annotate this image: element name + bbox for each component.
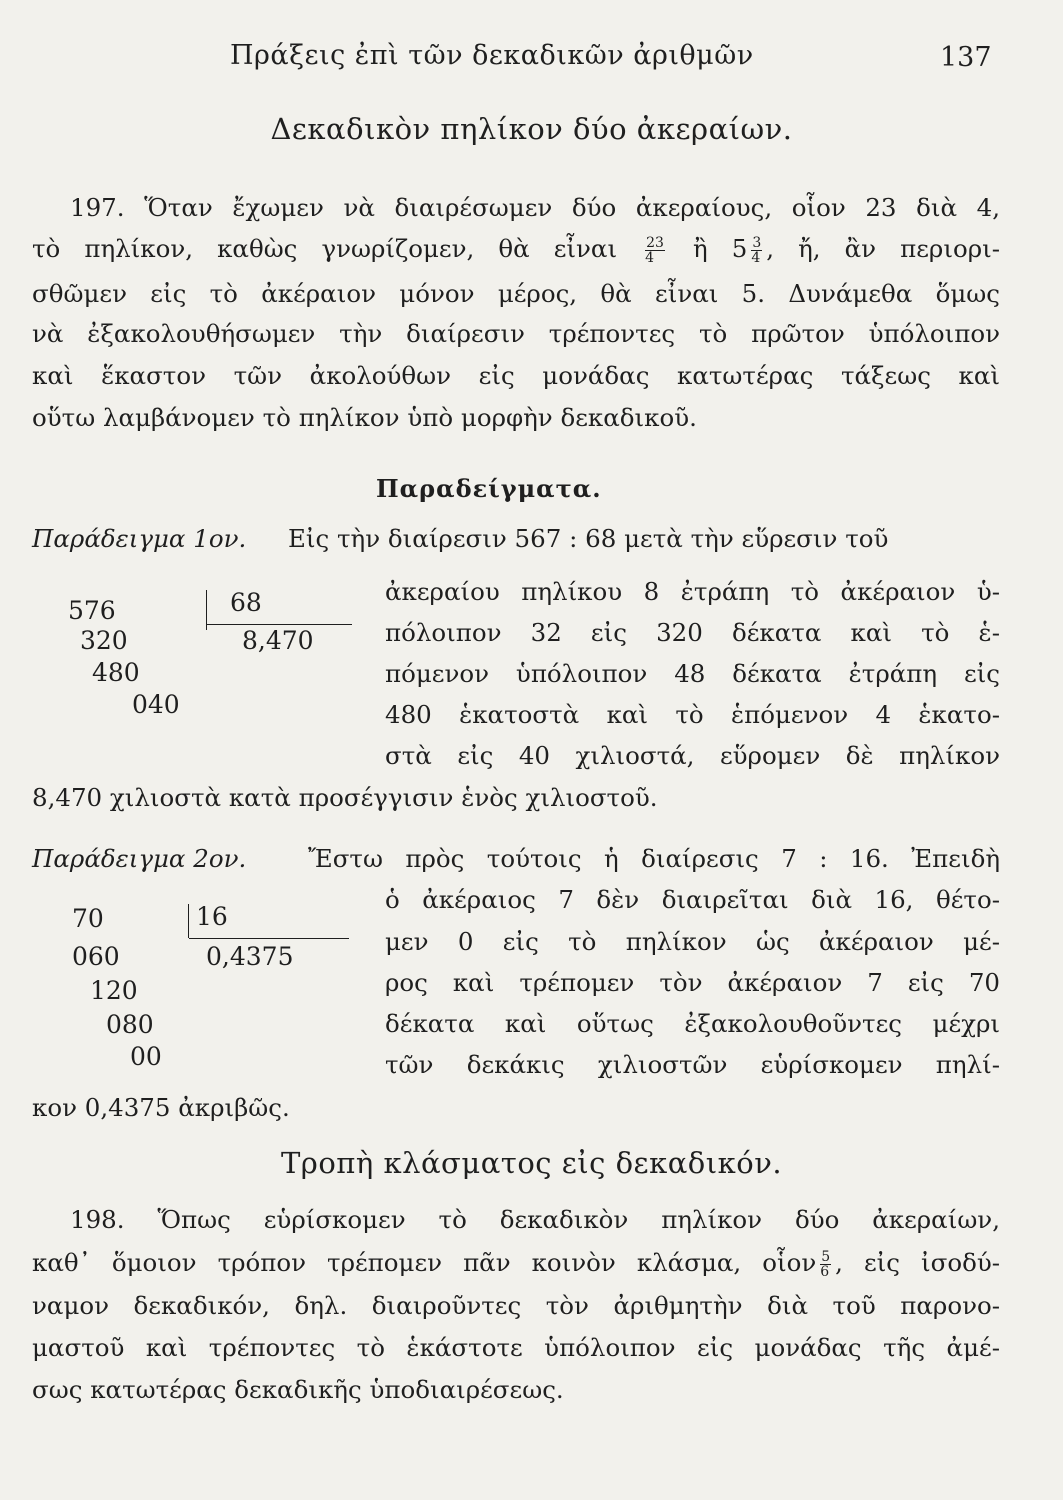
fraction-numerator: 23 [646, 235, 664, 251]
text-line: οὕτω λαμβάνομεν τὸ πηλίκον ὑπὸ μορφὴν δεκαδικοῦ. [32, 403, 697, 432]
fraction-denominator: 6 [820, 1264, 830, 1280]
fraction-denominator: 4 [645, 250, 655, 266]
text-line: 480 ἑκατοστὰ καὶ τὸ ἑπόμενον 4 ἑκατο- [385, 700, 1000, 729]
text-line: στὰ εἰς 40 χιλιοστά, εὕρομεν δὲ πηλίκον [385, 741, 1000, 770]
text-line: ὁ ἀκέραιος 7 δὲν διαιρεῖται διὰ 16, θέτο- [385, 885, 1000, 914]
text-line: μεν 0 εἰς τὸ πηλίκον ὡς ἀκέραιον μέ- [385, 927, 1000, 956]
fraction-23-4 [645, 236, 665, 265]
text-line: 197. Ὅταν ἔχωμεν νὰ διαιρέσωμεν δύο ἀκεραίους, οἷον 23 διὰ 4, [70, 193, 1000, 222]
text-line [32, 1250, 1000, 1279]
remainder-row: 120 [90, 976, 138, 1005]
page-number: 137 [940, 42, 992, 73]
text-line [32, 236, 1000, 265]
division-bar [188, 904, 189, 938]
quotient: 8,470 [242, 626, 314, 655]
text-segment: , ἤ, ἂν περιορι- [766, 234, 1000, 263]
text-line: πόλοιπον 32 εἰς 320 δέκατα καὶ τὸ ἑ- [385, 618, 1000, 647]
text-line: 8,470 χιλιοστὰ κατὰ προσέγγισιν ἑνὸς χιλιοστοῦ. [32, 783, 658, 812]
text-line: σως κατωτέρας δεκαδικῆς ὑποδιαιρέσεως. [32, 1375, 564, 1404]
section-title-198: Τροπὴ κλάσματος εἰς δεκαδικόν. [280, 1146, 783, 1180]
remainder-row: 080 [106, 1010, 154, 1039]
fraction-3-4 [751, 236, 762, 265]
text-line: δέκατα καὶ οὕτως ἐξακολουθοῦντες μέχρι [385, 1009, 1000, 1038]
remainder-row: 060 [72, 942, 120, 971]
remainder-row: 320 [80, 626, 128, 655]
fraction-denominator: 4 [751, 250, 761, 266]
dividend: 70 [72, 904, 104, 933]
text-line: νὰ ἐξακολουθήσωμεν τὴν διαίρεσιν τρέποντες τὸ πρῶτον ὑπόλοιπον [32, 319, 1000, 348]
divisor: 68 [230, 588, 262, 617]
text-line: ἀκεραίου πηλίκου 8 ἐτράπη τὸ ἀκέραιον ὑ- [385, 577, 1000, 606]
fraction-numerator: 5 [821, 1249, 831, 1265]
text-line: μαστοῦ καὶ τρέποντες τὸ ἑκάστοτε ὑπόλοιπον εἰς μονάδας τῆς ἀμέ- [32, 1333, 1000, 1362]
text-segment: Ἔστω πρὸς τούτοις ἡ διαίρεσις 7 : 16. Ἐπειδὴ [308, 844, 1000, 873]
example-label: Παράδειγμα 2ον. [32, 844, 247, 873]
text-segment: ἢ 5 [693, 234, 748, 263]
divisor: 16 [196, 902, 228, 931]
text-line [32, 524, 1000, 553]
text-line: καὶ ἕκαστον τῶν ἀκολούθων εἰς μονάδας κατωτέρας τάξεως καὶ [32, 361, 1000, 390]
text-line: τῶν δεκάκις χιλιοστῶν εὑρίσκομεν πηλί- [385, 1050, 1000, 1079]
dividend: 576 [68, 596, 116, 625]
text-line: ναμον δεκαδικόν, δηλ. διαιροῦντες τὸν ἀριθμητὴν διὰ τοῦ παρονο- [32, 1291, 1000, 1320]
division-line [189, 938, 349, 939]
quotient: 0,4375 [206, 942, 294, 971]
text-segment: τὸ πηλίκον, καθὼς γνωρίζομεν, θὰ εἶναι [32, 234, 618, 263]
text-line: 198. Ὅπως εὑρίσκομεν τὸ δεκαδικὸν πηλίκον δύο ἀκεραίων, [70, 1205, 1000, 1234]
running-header: Πράξεις ἐπὶ τῶν δεκαδικῶν ἀριθμῶν [230, 40, 754, 71]
text-line: κον 0,4375 ἀκριβῶς. [32, 1093, 290, 1122]
examples-heading: Παραδείγματα. [376, 474, 602, 503]
text-line: πόμενον ὑπόλοιπον 48 δέκατα ἐτράπη εἰς [385, 659, 1000, 688]
fraction-numerator: 3 [752, 235, 762, 251]
remainder-row: 480 [92, 658, 140, 687]
remainder-row: 040 [132, 690, 180, 719]
text-segment: , εἰς ἰσοδύ- [835, 1248, 1001, 1277]
text-line: ρος καὶ τρέπομεν τὸν ἀκέραιον 7 εἰς 70 [385, 968, 1000, 997]
section-title-197: Δεκαδικὸν πηλίκον δύο ἀκεραίων. [270, 112, 793, 146]
fraction-5-6 [820, 1250, 831, 1279]
example-label: Παράδειγμα 1ον. [32, 524, 247, 553]
remainder-row: 00 [130, 1042, 162, 1071]
text-segment: καθ᾽ ὅμοιον τρόπον τρέπομεν πᾶν κοινὸν κλάσμα, οἷον [32, 1248, 817, 1277]
text-segment: Εἰς τὴν διαίρεσιν 567 : 68 μετὰ τὴν εὕρεσιν τοῦ [288, 524, 889, 553]
text-line [32, 844, 1000, 873]
text-line: σθῶμεν εἰς τὸ ἀκέραιον μόνον μέρος, θὰ εἶναι 5. Δυνάμεθα ὅμως [32, 279, 1000, 308]
